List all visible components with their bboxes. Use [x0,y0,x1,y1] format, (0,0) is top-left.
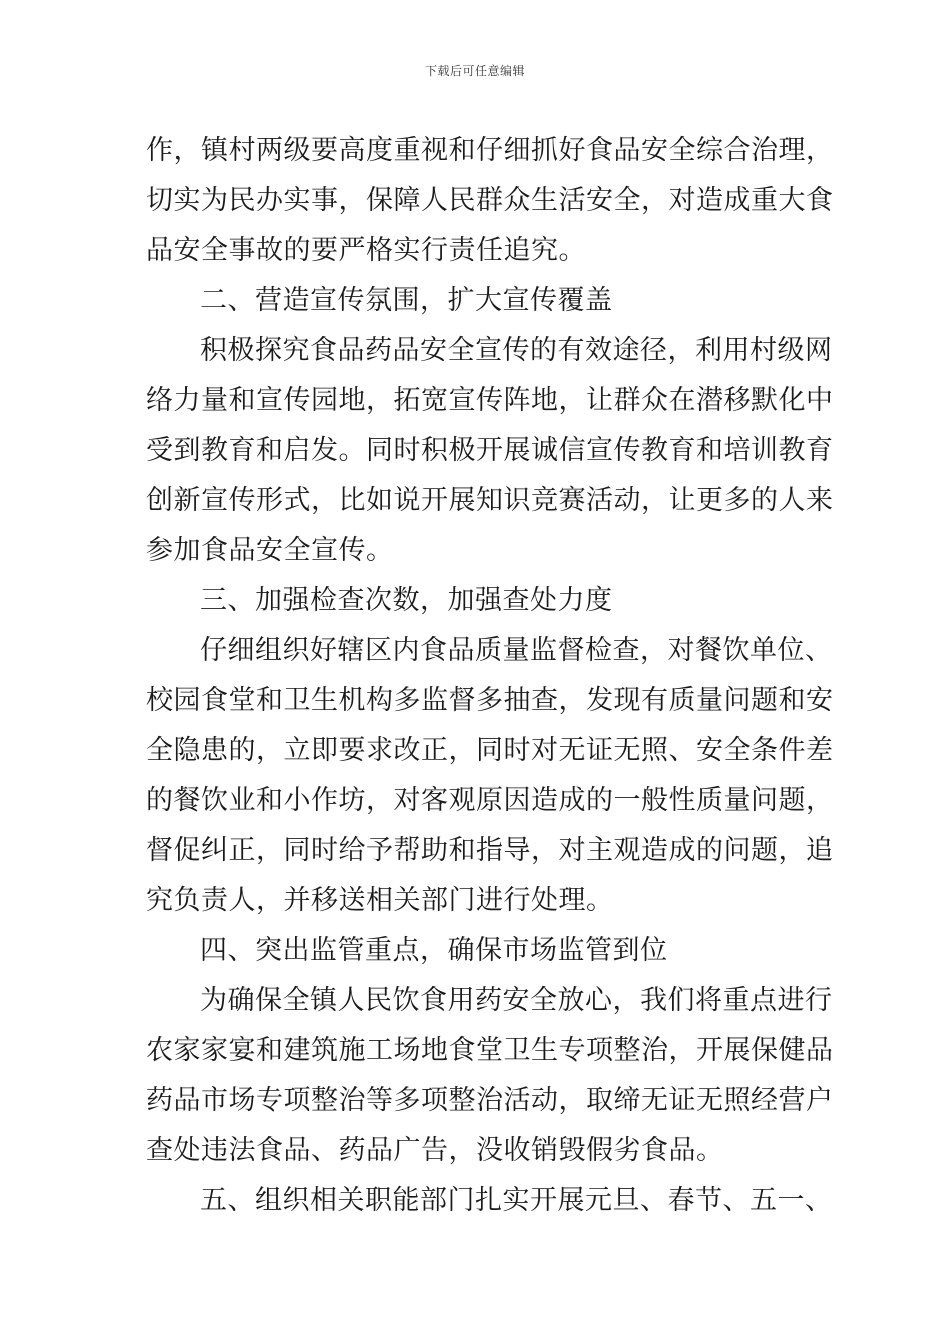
text-line: 为确保全镇人民饮食用药安全放心，我们将重点进行 [200,985,833,1016]
text-line: 督促纠正，同时给予帮助和指导，对主观造成的问题，追 [146,835,834,866]
text-line: 受到教育和启发。同时积极开展诚信宣传教育和培训教育 [146,435,834,466]
text-line: 参加食品安全宣传。 [146,535,394,566]
text-line: 作，镇村两级要高度重视和仔细抓好食品安全综合治理， [146,135,834,166]
text-line: 三、加强检查次数，加强查处力度 [200,585,613,616]
text-line: 查处违法食品、药品广告，没收销毁假劣食品。 [146,1135,724,1166]
text-line: 药品市场专项整治等多项整治活动，取缔无证无照经营户 [146,1085,834,1116]
text-line: 的餐饮业和小作坊，对客观原因造成的一般性质量问题， [146,785,834,816]
document-body [146,126,834,1226]
text-line: 切实为民办实事，保障人民群众生活安全，对造成重大食 [146,185,834,216]
text-line: 二、营造宣传氛围，扩大宣传覆盖 [200,285,613,316]
text-line: 仔细组织好辖区内食品质量监督检查，对餐饮单位、 [200,635,833,666]
text-line: 究负责人，并移送相关部门进行处理。 [146,885,614,916]
text-line: 积极探究食品药品安全宣传的有效途径，利用村级网 [200,335,833,366]
text-line: 农家家宴和建筑施工场地食堂卫生专项整治，开展保健品 [146,1035,834,1066]
text-line: 创新宣传形式，比如说开展知识竞赛活动，让更多的人来 [146,485,834,516]
text-line: 校园食堂和卫生机构多监督多抽查，发现有质量问题和安 [146,685,834,716]
text-line: 五、组织相关职能部门扎实开展元旦、春节、五一、 [200,1185,833,1216]
text-line: 品安全事故的要严格实行责任追究。 [146,235,586,266]
text-line: 四、突出监管重点，确保市场监管到位 [200,935,668,966]
page-header: 下载后可任意编辑 [424,64,525,78]
text-line: 络力量和宣传园地，拓宽宣传阵地，让群众在潜移默化中 [146,385,834,416]
text-line: 全隐患的，立即要求改正，同时对无证无照、安全条件差 [146,735,834,766]
